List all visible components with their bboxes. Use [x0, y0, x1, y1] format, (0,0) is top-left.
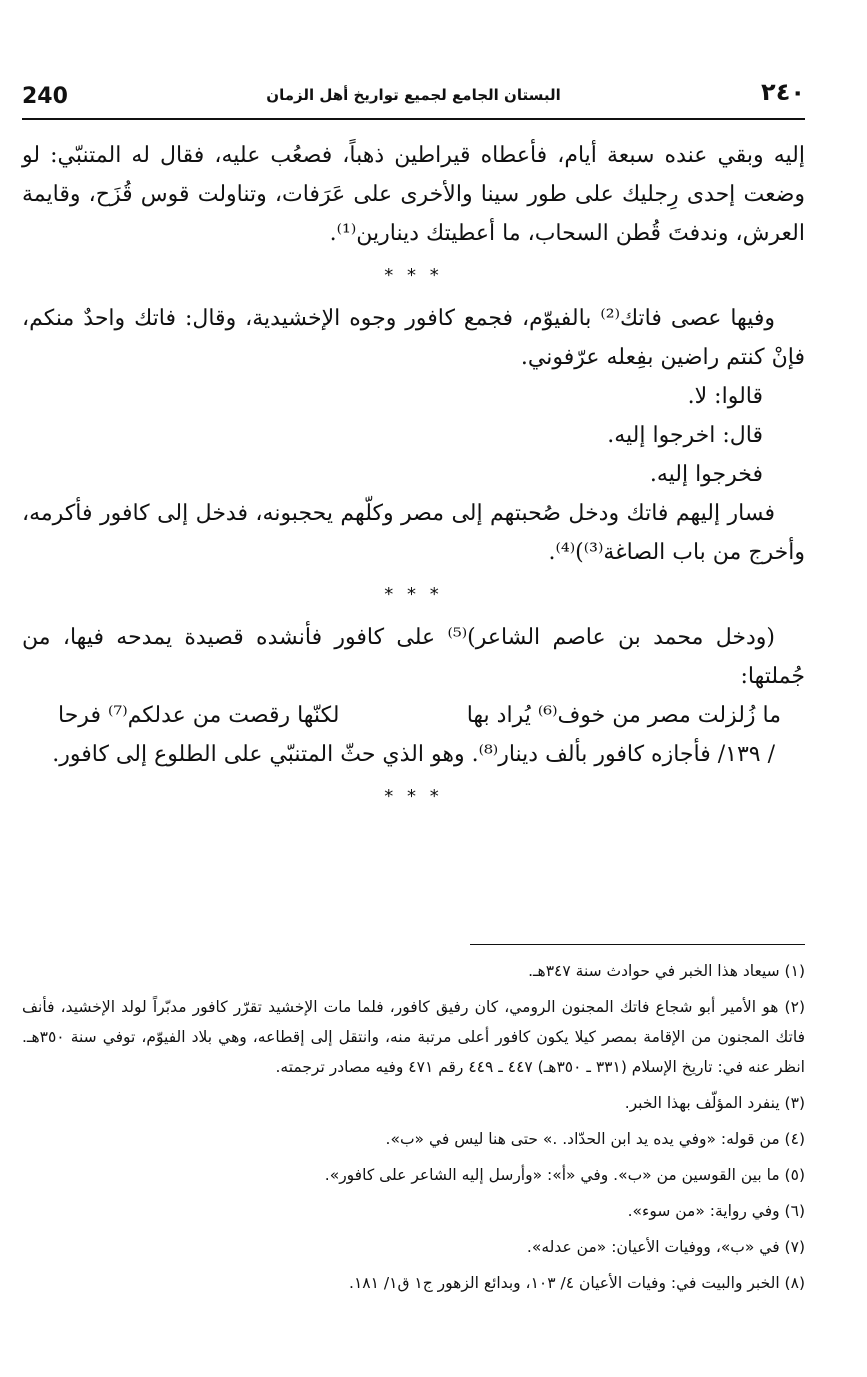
poem-verse [22, 696, 805, 735]
paragraph: وفيها عصى فاتك⁽²⁾ بالفيوّم، فجمع كافور وجوه الإخشيدية، وقال: فاتك واحدٌ منكم، فإنْ كنتم راضين بفِعله عرّفوني. [22, 306, 805, 370]
footnote: (١) سيعاد هذا الخبر في حوادث سنة ٣٤٧هـ. [528, 962, 805, 980]
running-title: البستان الجامع لجميع تواريخ أهل الزمان [266, 86, 561, 104]
paragraph: إليه وبقي عنده سبعة أيام، فأعطاه قيراطين ذهباً، فصعُب عليه، فقال له المتنبّي: لو وضعت إحدى رِجليك على طور سينا والأخرى على عَرَفات، وتناولت قوس قُزَح، وقايمة العرش، وندفتَ قُطن السحاب، ما أعطيتك دينارين⁽¹⁾. [22, 143, 805, 246]
paragraph: / ١٣٩/ فأجازه كافور بألف دينار⁽⁸⁾. وهو الذي حثّ المتنبّي على الطلوع إلى كافور. [52, 742, 775, 767]
footnote: (٤) من قوله: «وفي يده يد ابن الحدّاد. .» حتى هنا ليس في «ب». [385, 1130, 805, 1148]
section-separator: * * * [384, 584, 443, 605]
dialogue-line: قال: اخرجوا إليه. [607, 423, 763, 448]
main-text [22, 136, 805, 820]
page-number-arabic: ٢٤٠ [761, 78, 805, 106]
footnote: (٥) ما بين القوسين من «ب». وفي «أ»: «وأرسل إليه الشاعر على كافور». [324, 1166, 805, 1184]
verse-first-hemistich: ما زُلزلت مصر من خوف⁽⁶⁾ يُراد بها [466, 703, 781, 728]
footnote: (٦) وفي رواية: «من سوء». [627, 1202, 805, 1220]
footnote-rule [470, 944, 805, 945]
footnote: (٢) هو الأمير أبو شجاع فاتك المجنون الرومي، كان رفيق كافور، فلما مات الإخشيد تقرّر كافور مدبّراً لولد الإخشيد، فأنف فاتك المجنون من الإقامة بمصر كيلا يكون كافور أعلى مرتبة منه، وانتقل إلى إقطاعه، وهي بلاد الفيوّم، توفي سنة ٣٥٠هـ. انظر عنه في: تاريخ الإسلام (٣٣١ ـ ٣٥٠هـ) ٤٤٧ ـ ٤٤٩ رقم ٤٧١ وفيه مصادر ترجمته. [22, 998, 805, 1076]
footnote: (٨) الخبر والبيت في: وفيات الأعيان ٤/ ١٠٣، وبدائع الزهور ج١ ق١/ ١٨١. [349, 1274, 805, 1292]
verse-second-hemistich: لكنّها رقصت من عدلكم⁽⁷⁾ فرحا [58, 703, 340, 728]
page-number-latin: 240 [22, 84, 68, 109]
header-rule [22, 118, 805, 120]
footnote: (٣) ينفرد المؤلّف بهذا الخبر. [624, 1094, 805, 1112]
dialogue-line: قالوا: لا. [687, 384, 763, 409]
footnote: (٧) في «ب»، ووفيات الأعيان: «من عدله». [526, 1238, 805, 1256]
dialogue-line: فخرجوا إليه. [649, 462, 763, 487]
section-separator: * * * [384, 265, 443, 286]
footnotes [22, 956, 805, 1304]
paragraph: فسار إليهم فاتك ودخل صُحبتهم إلى مصر وكلّهم يحجبونه، فدخل إلى كافور فأكرمه، وأخرج من باب الصاغة⁽³⁾)⁽⁴⁾. [22, 501, 805, 565]
paragraph: (ودخل محمد بن عاصم الشاعر)⁽⁵⁾ على كافور فأنشده قصيدة يمدحه فيها، من جُملتها: [22, 625, 805, 689]
page-header [22, 76, 805, 116]
section-separator: * * * [384, 786, 443, 807]
